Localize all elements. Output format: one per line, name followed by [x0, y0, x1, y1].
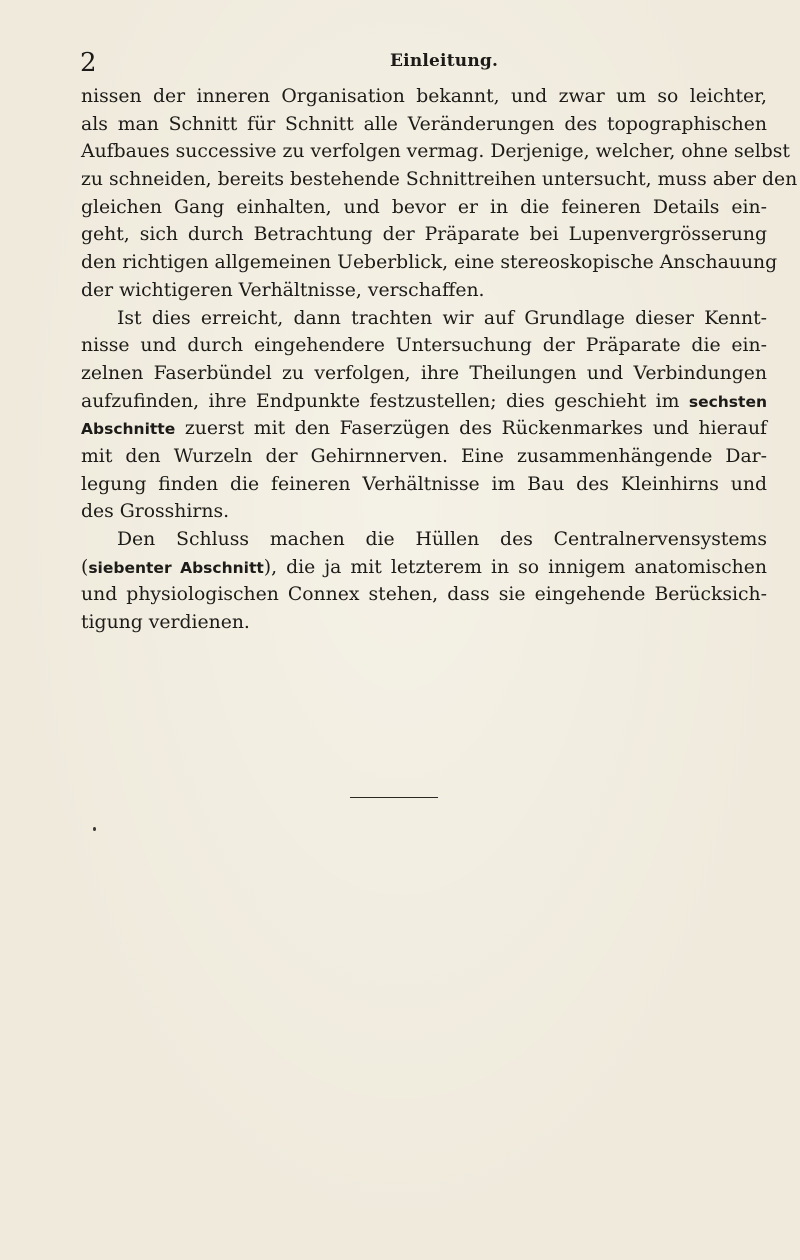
text-line [81, 415, 767, 443]
text-line: der wichtigeren Verhältnisse, verschaffen. [81, 279, 485, 301]
text-line: mit den Wurzeln der Gehirnnerven. Eine zusammenhängende Dar- [81, 445, 767, 467]
text-line [81, 554, 767, 582]
text-line: den richtigen allgemeinen Ueberblick, eine stereoskopische Anschauung [81, 252, 778, 274]
text-line: Ist dies erreicht, dann trachten wir auf Grundlage dieser Kennt- [117, 307, 767, 329]
text-segment: aufzufinden, ihre Endpunkte festzustellen; dies geschieht im [81, 390, 689, 412]
section-reference: sechsten [688, 392, 767, 411]
text-segment: zuerst mit den Faserzügen des Rückenmarkes und hierauf [175, 418, 767, 440]
text-segment: ), die ja mit letzterem in so innigem anatomischen [263, 556, 767, 578]
text-line: als man Schnitt für Schnitt alle Veränderungen des topographischen [81, 113, 767, 135]
section-reference: siebenter Abschnitt [88, 558, 264, 577]
page-header [80, 48, 720, 78]
section-divider-rule [350, 797, 438, 798]
text-line: Aufbaues successive zu verfolgen vermag. Derjenige, welcher, ohne selbst [81, 141, 790, 163]
text-line: geht, sich durch Betrachtung der Präparate bei Lupenvergrösserung [81, 224, 767, 246]
body-text [81, 83, 798, 637]
section-reference: Abschnitte [81, 420, 176, 439]
text-segment: ( [81, 556, 89, 578]
text-line: zu schneiden, bereits bestehende Schnittreihen untersucht, muss aber den [81, 169, 798, 191]
ink-speck [93, 827, 96, 831]
text-line: des Grosshirns. [81, 501, 230, 523]
text-line: nisse und durch eingehendere Untersuchung der Präparate die ein- [81, 335, 767, 357]
text-line [81, 388, 767, 416]
text-line: Den Schluss machen die Hüllen des Centralnervensystems [117, 529, 767, 550]
text-line: zelnen Faserbündel zu verfolgen, ihre Theilungen und Verbindungen [81, 362, 767, 384]
text-line: und physiologischen Connex stehen, dass sie eingehende Berücksich- [81, 584, 767, 606]
text-line: legung finden die feineren Verhältnisse im Bau des Kleinhirns und [81, 473, 767, 495]
running-head: Einleitung. [390, 51, 499, 71]
page-number: 2 [80, 48, 97, 78]
text-line: tigung verdienen. [81, 612, 250, 634]
text-line: nissen der inneren Organisation bekannt, und zwar um so leichter, [81, 86, 767, 107]
text-line: gleichen Gang einhalten, und bevor er in die feineren Details ein- [81, 196, 767, 218]
